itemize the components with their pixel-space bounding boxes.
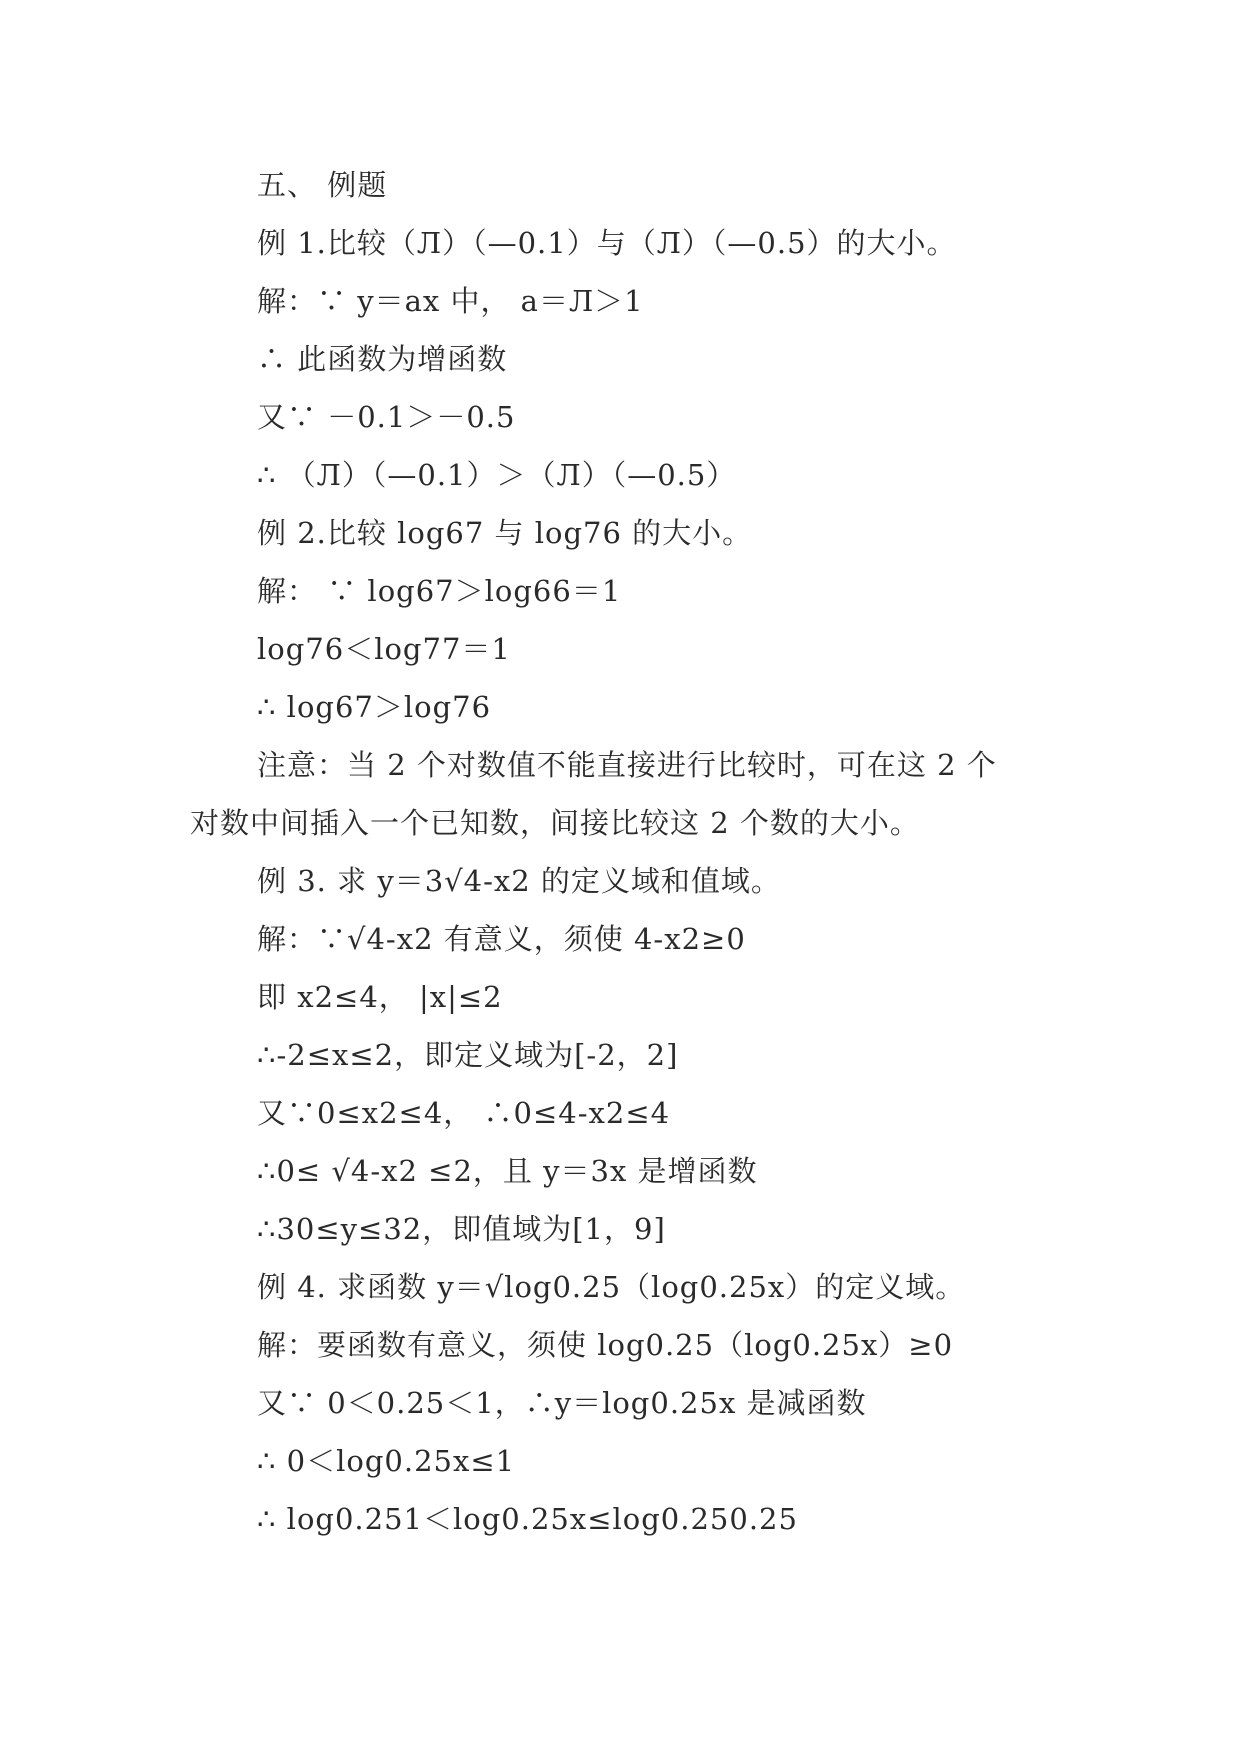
example-3-solution-line: 即 x2≤4， |x|≤2: [257, 980, 503, 1014]
section-heading: 五、 例题: [257, 168, 388, 202]
example-2-solution-line: 解： ∵ log67＞log66＝1: [257, 574, 622, 608]
example-3-solution-line: ∴30≤y≤32，即值域为[1，9]: [257, 1212, 666, 1246]
example-3-question: 例 3. 求 y＝3√4-x2 的定义域和值域。: [257, 864, 781, 898]
example-2-solution-line: ∴ log67＞log76: [257, 690, 492, 724]
note-paragraph-line: 对数中间插入一个已知数，间接比较这 2 个数的大小。: [190, 806, 920, 840]
example-1-solution-line: ∴ 此函数为增函数: [257, 342, 508, 376]
example-2-solution-line: log76＜log77＝1: [257, 632, 511, 666]
example-3-solution-line: 解：∵√4-x2 有意义，须使 4-x2≥0: [257, 922, 746, 956]
example-1-solution-line: 解：∵ y＝ax 中， a＝Л＞1: [257, 284, 644, 318]
example-1-solution-line: 又∵ －0.1＞－0.5: [257, 400, 516, 434]
example-1-solution-line: ∴ （Л）（—0.1）＞（Л）（—0.5）: [257, 458, 737, 492]
example-4-solution-line: 解：要函数有意义，须使 log0.25（log0.25x）≥0: [257, 1328, 954, 1362]
example-3-solution-line: ∴-2≤x≤2，即定义域为[-2，2]: [257, 1038, 679, 1072]
example-4-solution-line: 又∵ 0＜0.25＜1，∴y＝log0.25x 是减函数: [257, 1386, 867, 1420]
example-4-question: 例 4. 求函数 y＝√log0.25（log0.25x）的定义域。: [257, 1270, 966, 1304]
example-2-question: 例 2.比较 log67 与 log76 的大小。: [257, 516, 753, 550]
example-3-solution-line: 又∵0≤x2≤4， ∴0≤4-x2≤4: [257, 1096, 671, 1130]
example-4-solution-line: ∴ log0.251＜log0.25x≤log0.250.25: [257, 1502, 798, 1536]
example-3-solution-line: ∴0≤ √4-x2 ≤2，且 y＝3x 是增函数: [257, 1154, 758, 1188]
example-4-solution-line: ∴ 0＜log0.25x≤1: [257, 1444, 516, 1478]
note-paragraph-line: 注意：当 2 个对数值不能直接进行比较时，可在这 2 个: [257, 748, 997, 782]
example-1-question: 例 1.比较（Л）（—0.1）与（Л）（—0.5）的大小。: [257, 226, 957, 260]
